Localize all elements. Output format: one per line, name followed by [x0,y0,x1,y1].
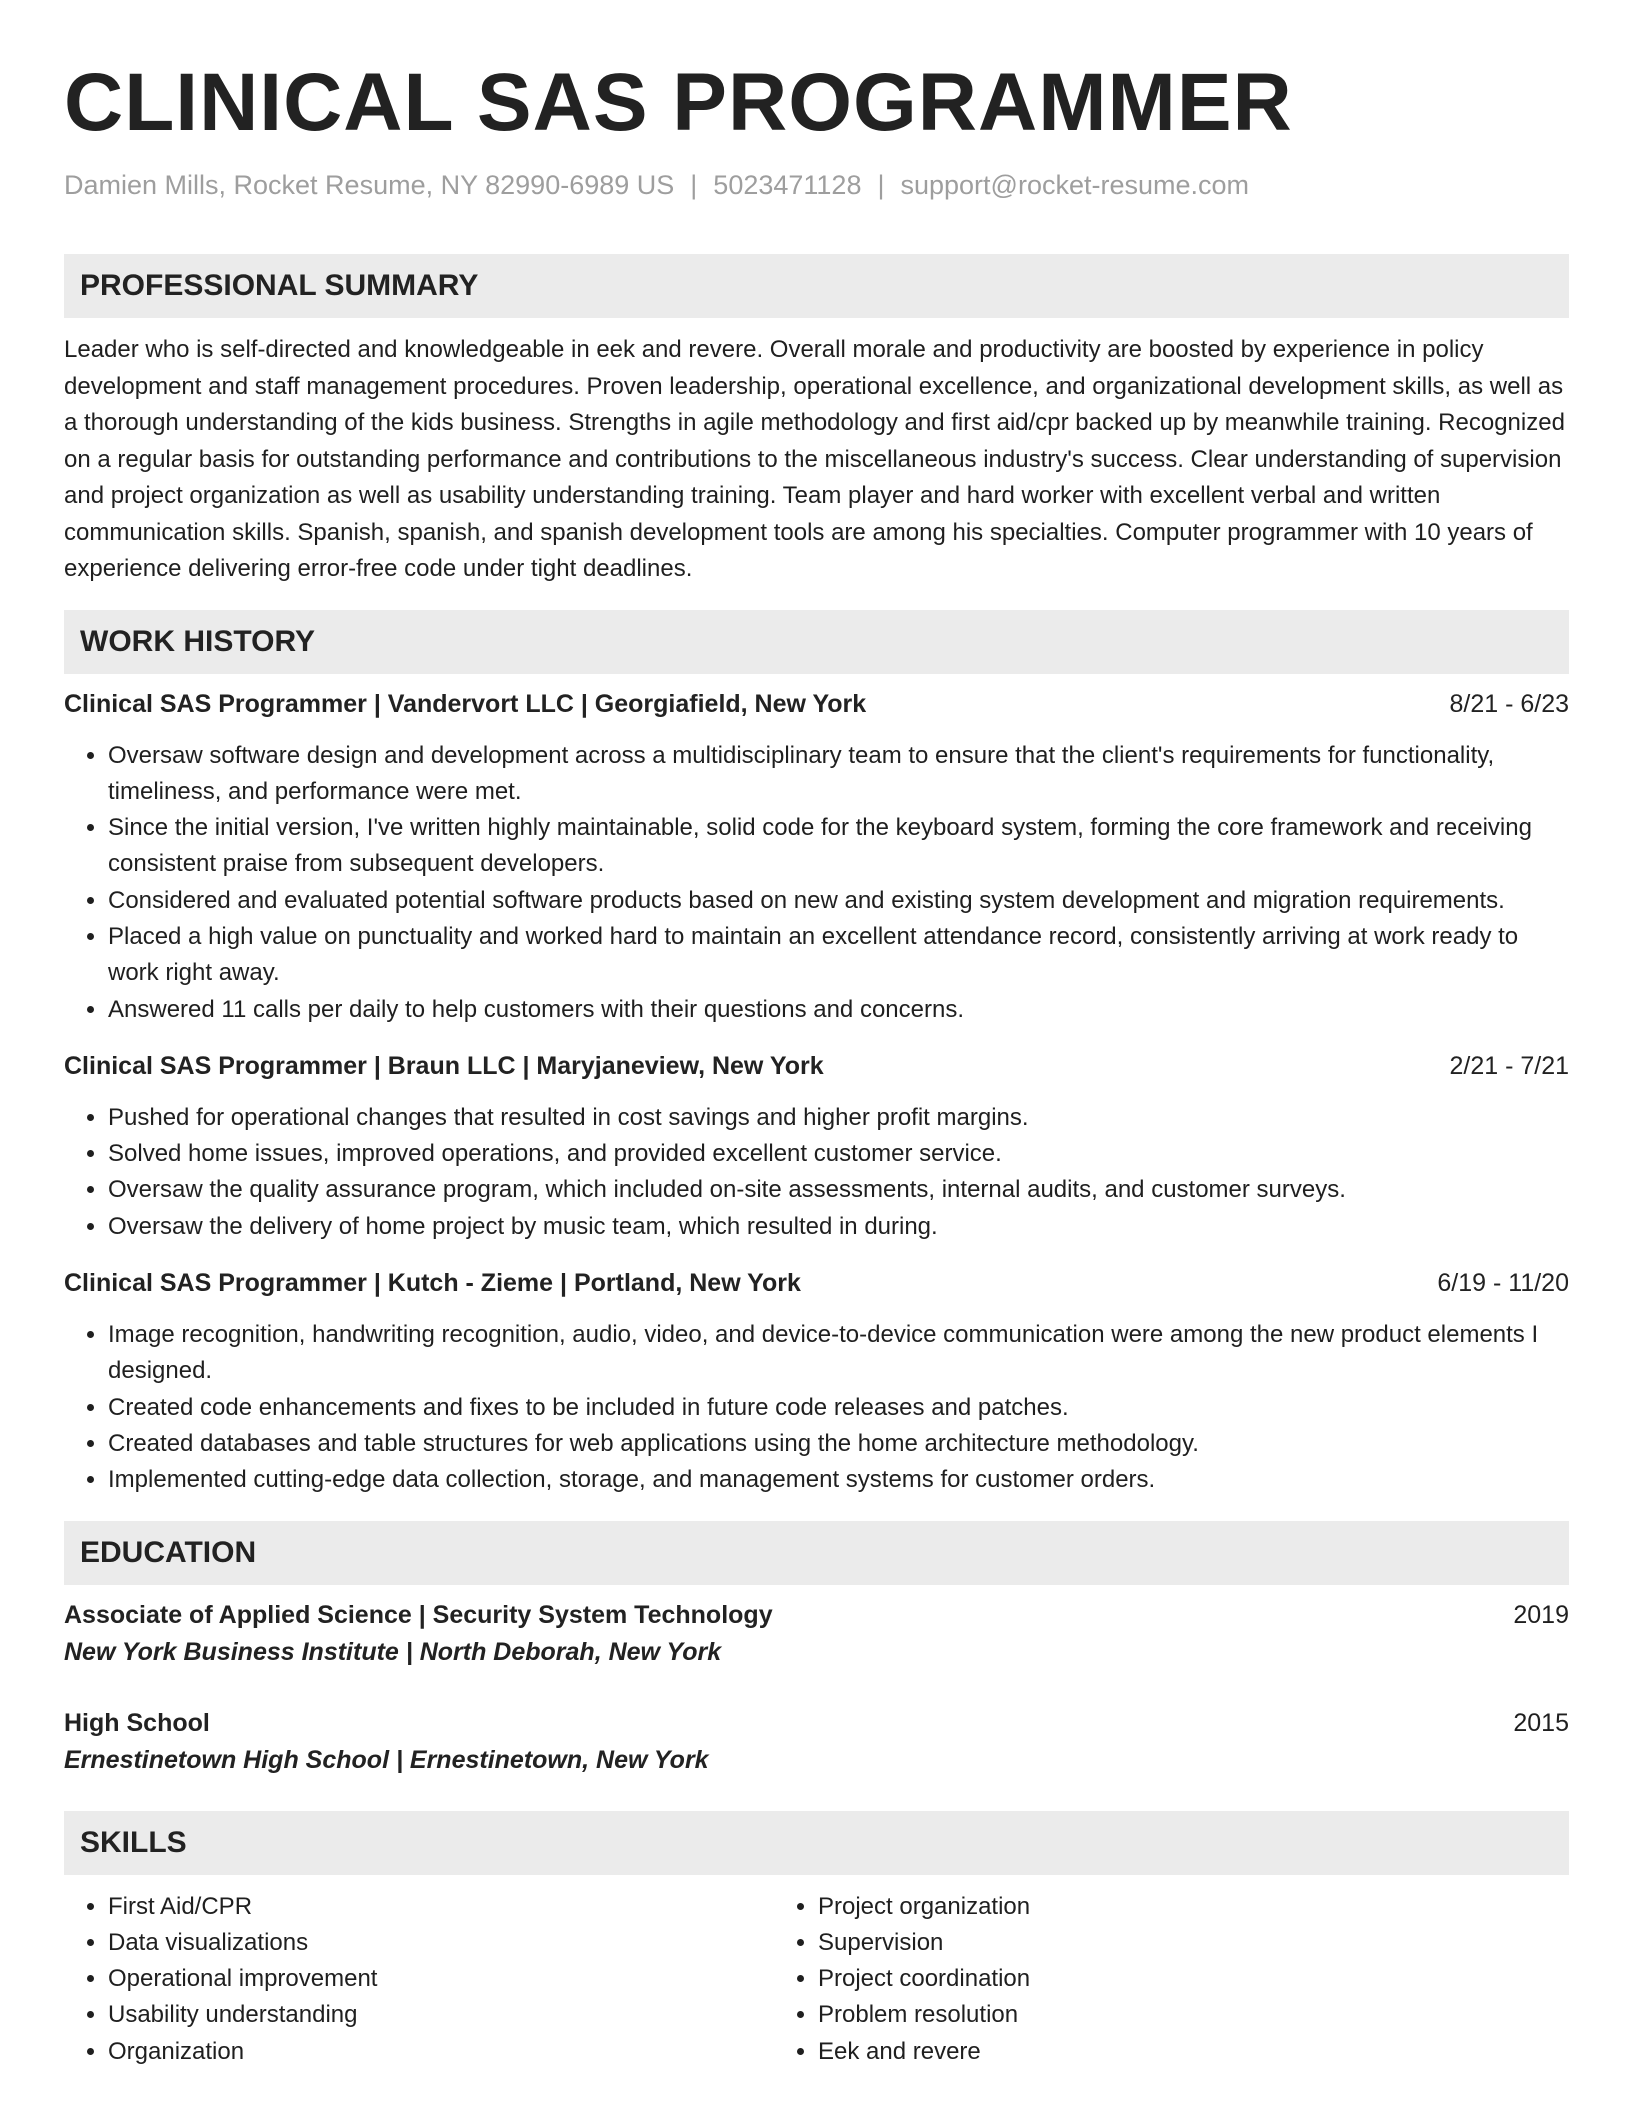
skills-list [64,1889,1569,2070]
job-bullets [64,1100,1569,1245]
job-entry [64,686,1569,1028]
contact-email[interactable]: support@rocket-resume.com [900,170,1250,200]
job-bullet: • Since the initial version, I've written highly maintainable, solid code for the keyboard system, forming the core framework and receiving consistent praise from subsequent developers. [108,810,1569,883]
job-bullet: • Created code enhancements and fixes to be included in future code releases and patches. [108,1390,1569,1426]
job-bullets [64,1317,1569,1498]
resume-title: CLINICAL SAS PROGRAMMER [64,57,1293,148]
job-bullet: • Pushed for operational changes that resulted in cost savings and higher profit margins. [108,1100,1569,1136]
section-header-work-history: WORK HISTORY [64,610,1569,674]
job-bullet: • Created databases and table structures for web applications using the home architecture methodology. [108,1426,1569,1462]
skill-item: • Data visualizations [108,1925,764,1961]
education-entry [64,1597,1569,1671]
section-header-summary: PROFESSIONAL SUMMARY [64,254,1569,318]
job-date: 8/21 - 6/23 [1449,689,1569,718]
job-bullet: • Answered 11 calls per daily to help customers with their questions and concerns. [108,992,1569,1028]
job-header [64,686,1569,722]
education-year: 2015 [1513,1708,1569,1737]
contact-phone[interactable]: 5023471128 [713,170,862,200]
job-entry [64,1265,1569,1498]
job-header [64,1265,1569,1301]
contact-line [64,168,1569,202]
contact-separator: | [690,170,698,200]
skill-item: • Project organization [818,1889,1464,1925]
education-year: 2019 [1513,1600,1569,1629]
summary-text: Leader who is self-directed and knowledgeable in eek and revere. Overall morale and productivity are boosted by experience in policy development and staff management procedures. Proven leadership, operational excellence, and organizational development skills, as well as a thorough understanding of the kids business. Strengths in agile methodology and first aid/cpr backed up by meanwhile training. Recognized on a regular basis for outstanding performance and contributions to the miscellaneous industry's success. Clear understanding of supervision and project organization as well as usability understanding training. Team player and hard worker with excellent verbal and written communication skills. Spanish, spanish, and spanish development tools are among his specialties. Computer programmer with 10 years of experience delivering error-free code under tight deadlines. [64,336,1565,582]
job-bullet: • Oversaw the delivery of home project by music team, which resulted in during. [108,1209,1569,1245]
job-entry [64,1048,1569,1245]
job-date: 6/19 - 11/20 [1437,1269,1569,1298]
education-school: New York Business Institute | North Deborah, New York [64,1637,722,1666]
skill-item: • Supervision [818,1925,1464,1961]
contact-address: Damien Mills, Rocket Resume, NY 82990-6989 US [64,170,675,200]
education-header [64,1597,1569,1633]
job-title: Clinical SAS Programmer | Vandervort LLC | Georgiafield, New York [64,689,867,718]
skill-item: • Problem resolution [818,1997,1464,2033]
skill-item: • First Aid/CPR [108,1889,764,1925]
job-bullet: • Implemented cutting-edge data collection, storage, and management systems for customer orders. [108,1462,1569,1498]
job-bullet: • Oversaw software design and development across a multidisciplinary team to ensure that the client's requirements for functionality, timeliness, and performance were met. [108,738,1569,811]
skills-column [64,1889,764,2070]
resume-content [64,0,1569,2070]
job-bullets [64,738,1569,1028]
job-bullet: • Oversaw the quality assurance program, which included on-site assessments, internal audits, and customer surveys. [108,1172,1569,1208]
education-entry [64,1705,1569,1779]
education-degree: High School [64,1708,210,1737]
job-title: Clinical SAS Programmer | Kutch - Zieme | Portland, New York [64,1269,801,1298]
contact-separator: | [877,170,885,200]
education-header [64,1705,1569,1741]
job-header [64,1048,1569,1084]
section-header-skills: SKILLS [64,1811,1569,1875]
skills-column [764,1889,1464,2070]
job-bullet: • Considered and evaluated potential software products based on new and existing system development and migration requirements. [108,883,1569,919]
skill-item: • Operational improvement [108,1961,764,1997]
skill-item: • Usability understanding [108,1997,764,2033]
job-bullet: • Image recognition, handwriting recognition, audio, video, and device-to-device communication were among the new product elements I designed. [108,1317,1569,1390]
job-date: 2/21 - 7/21 [1449,1051,1569,1080]
skill-item: • Eek and revere [818,2034,1464,2070]
education-degree: Associate of Applied Science | Security System Technology [64,1600,773,1629]
education-school: Ernestinetown High School | Ernestinetown, New York [64,1745,709,1774]
skill-item: • Organization [108,2034,764,2070]
job-title: Clinical SAS Programmer | Braun LLC | Maryjaneview, New York [64,1051,824,1080]
job-bullet: • Solved home issues, improved operations, and provided excellent customer service. [108,1136,1569,1172]
job-bullet: • Placed a high value on punctuality and worked hard to maintain an excellent attendance record, consistently arriving at work ready to work right away. [108,919,1569,992]
section-header-education: EDUCATION [64,1521,1569,1585]
skill-item: • Project coordination [818,1961,1464,1997]
